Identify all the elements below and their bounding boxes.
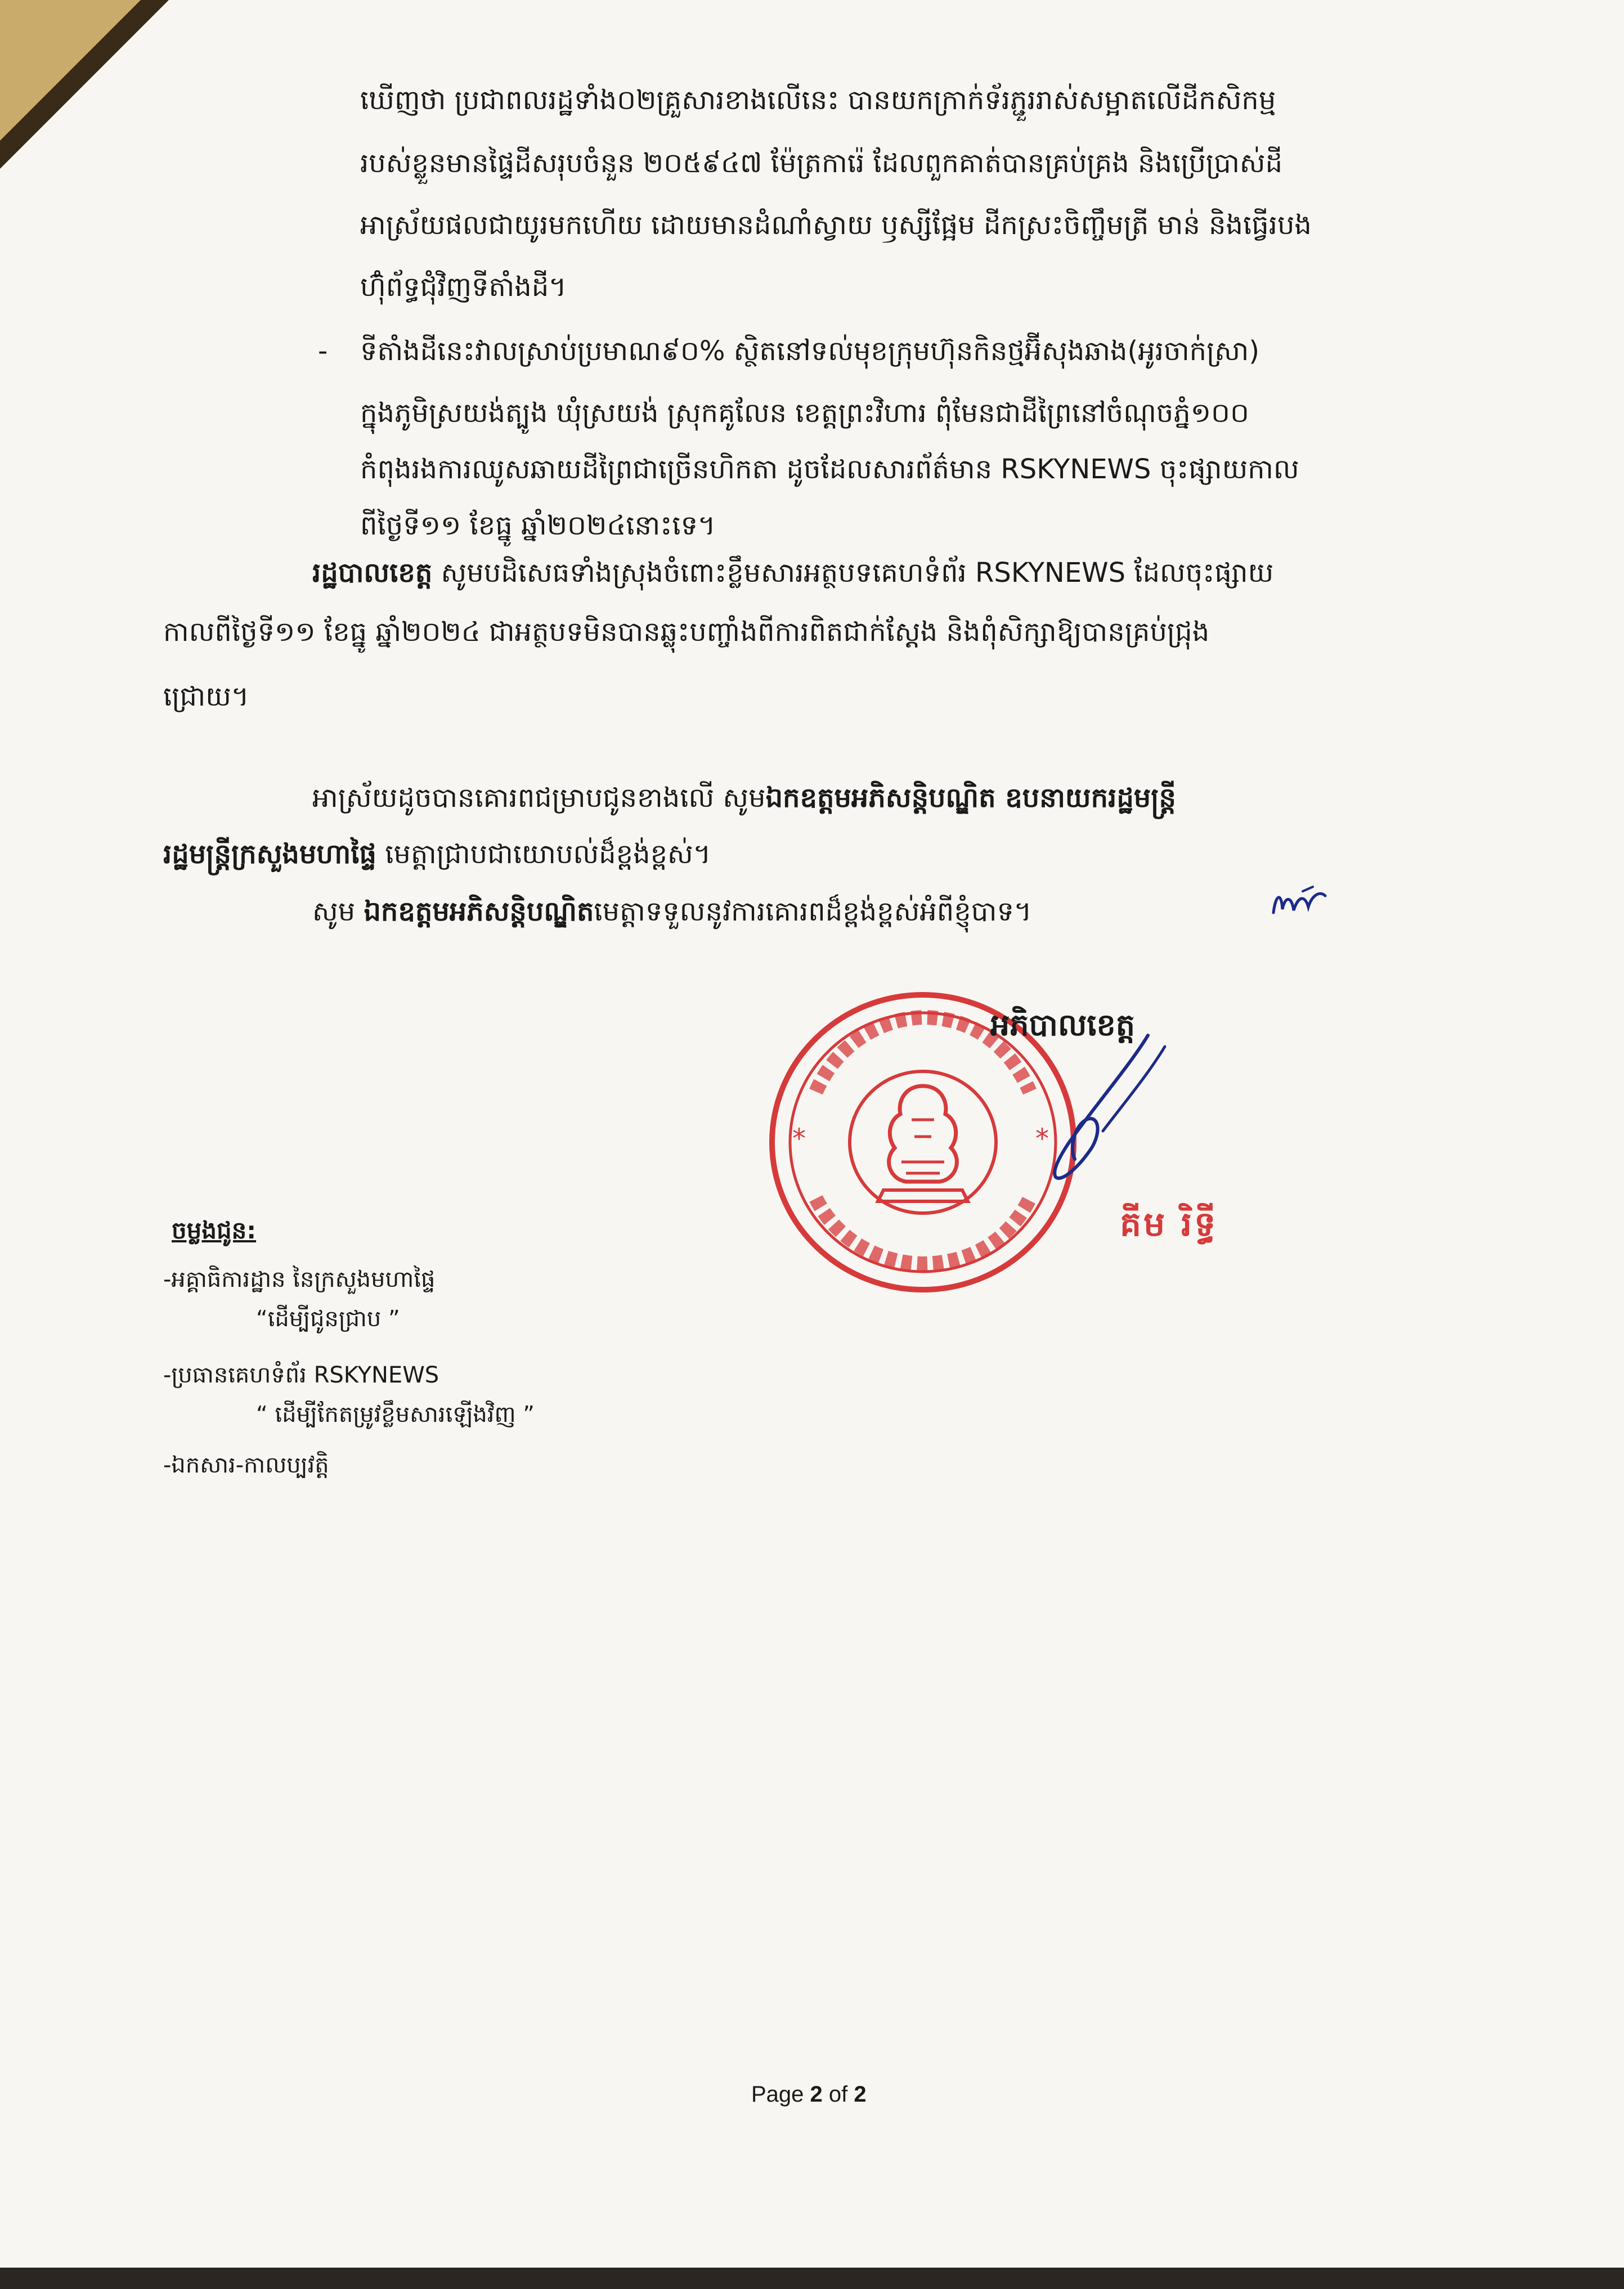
cc-line-3: -ប្រធានគេហទំព័រ RSKYNEWS bbox=[163, 1362, 439, 1388]
paragraph-3-text: អាស្រ័យដូចបានគោរពជម្រាបជូនខាងលើ សូម bbox=[312, 782, 766, 814]
cc-line-5: -ឯកសារ-កាលប្បវត្តិ bbox=[163, 1452, 329, 1478]
bullet-line-2: ក្នុងភូមិស្រយង់ត្បូង ឃុំស្រយង់ ស្រុកគូលែន ខេត្តព្រះវិហារ ពុំមែនជាដីព្រៃនៅចំណុចភ្នំ១០០ bbox=[360, 397, 1250, 429]
cc-title: ចម្លងជូន: bbox=[172, 1217, 257, 1244]
folded-corner bbox=[0, 0, 141, 141]
closing-start: សូម bbox=[312, 896, 364, 927]
paragraph-2-line-2: កាលពីថ្ងៃទី១១ ខែធ្នូ ឆ្នាំ២០២៤ ជាអត្ថបទមិនបានឆ្លុះបញ្ចាំងពីការពិតជាក់ស្តែង និងពុំសិក្សាឱ្យបានគ្រប់ជ្រុង bbox=[163, 616, 1210, 648]
addressee-title: ឯកឧត្តមអភិសន្តិបណ្ឌិត ឧបនាយករដ្ឋមន្ត្រី bbox=[765, 782, 1177, 814]
page-current: 2 bbox=[810, 2082, 823, 2107]
cc-line-4: “ ដើម្បីកែតម្រូវខ្លឹមសារឡើងវិញ ” bbox=[256, 1402, 535, 1428]
bullet-line-1: ទីតាំងដីនេះវាលស្រាប់ប្រមាណ៩០% ស្ថិតនៅទល់មុខក្រុមហ៊ុនកិនថ្មអ៊ីសុងឆាង(អូរចាក់ស្រា) bbox=[360, 335, 1260, 367]
paragraph-1-line-1: ឃើញថា ប្រជាពលរដ្ឋទាំង០២គ្រួសារខាងលើនេះ បានយកក្រាក់ទ័រភ្ជួររាស់សម្អាតលើដីកសិកម្ម bbox=[360, 84, 1276, 116]
bullet-line-3: កំពុងរងការឈូសឆាយដីព្រៃជាច្រើនហិកតា ដូចដែលសារព័ត៌មាន RSKYNEWS ចុះផ្សាយកាល bbox=[360, 454, 1299, 485]
page-prefix: Page bbox=[751, 2082, 810, 2107]
closing-end: មេត្តាទទួលនូវការគោរពដ៏ខ្ពង់ខ្ពស់អំពីខ្ញុំបាទ។ bbox=[594, 896, 1032, 927]
bullet-line-4: ពីថ្ងៃទី១១ ខែធ្នូ ឆ្នាំ២០២៤នោះទេ។ bbox=[360, 510, 716, 541]
paragraph-1-line-2: របស់ខ្លួនមានផ្ទៃដីសរុបចំនួន ២០៥៩៤៧ ម៉ែត្រការ៉េ ដែលពួកគាត់បានគ្រប់គ្រង និងប្រើប្រាស់ដី bbox=[360, 147, 1283, 179]
signatory-name: គីម រិទ្ធី bbox=[1120, 1205, 1218, 1244]
handwritten-initial bbox=[1269, 885, 1331, 924]
signatory-title: អភិបាលខេត្ត bbox=[990, 1007, 1136, 1043]
paragraph-3-line-2 bbox=[163, 838, 711, 871]
provincial-admin-label: រដ្ឋបាលខេត្ត bbox=[312, 557, 433, 589]
paragraph-2-line-3: ជ្រោយ។ bbox=[163, 681, 249, 712]
handwritten-signature bbox=[1035, 1024, 1170, 1193]
scan-background bbox=[0, 2268, 1624, 2289]
ministry-title: រដ្ឋមន្ត្រីក្រសួងមហាផ្ទៃ bbox=[163, 838, 376, 870]
bullet-dash: - bbox=[318, 335, 328, 367]
page-number bbox=[751, 2082, 867, 2107]
paragraph-3-end: មេត្តាជ្រាបជាយោបល់ដ៏ខ្ពង់ខ្ពស់។ bbox=[376, 838, 711, 870]
page-total: 2 bbox=[854, 2082, 867, 2107]
closing-addressee: ឯកឧត្តមអភិសន្តិបណ្ឌិត bbox=[364, 896, 594, 927]
paragraph-1-line-3: អាស្រ័យផលជាយូរមកហើយ ដោយមានដំណាំស្វាយ ឫស្សីផ្អែម ដីកស្រះចិញ្ចឹមត្រី មាន់ និងធ្វើរបង bbox=[360, 209, 1312, 241]
svg-text:*: * bbox=[792, 1123, 806, 1155]
cc-line-2: “ដើម្បីជូនជ្រាប ” bbox=[256, 1306, 400, 1332]
paragraph-3-line-1 bbox=[312, 782, 1176, 815]
svg-text:*: * bbox=[1035, 1123, 1049, 1155]
paragraph-1-line-4: ហ៊ុំព័ទ្ធជុំវិញទីតាំងដី។ bbox=[360, 271, 567, 303]
cc-line-1: -អគ្គាធិការដ្ឋាន នៃក្រសួងមហាផ្ទៃ bbox=[163, 1267, 436, 1292]
page-of: of bbox=[822, 2082, 854, 2107]
closing-line bbox=[312, 896, 1032, 928]
paragraph-2-line-1 bbox=[312, 557, 1273, 590]
paragraph-2-line-1-text: សូមបដិសេធទាំងស្រុងចំពោះខ្លឹមសារអត្ថបទគេហទំព័រ RSKYNEWS ដែលចុះផ្សាយ bbox=[441, 557, 1274, 589]
